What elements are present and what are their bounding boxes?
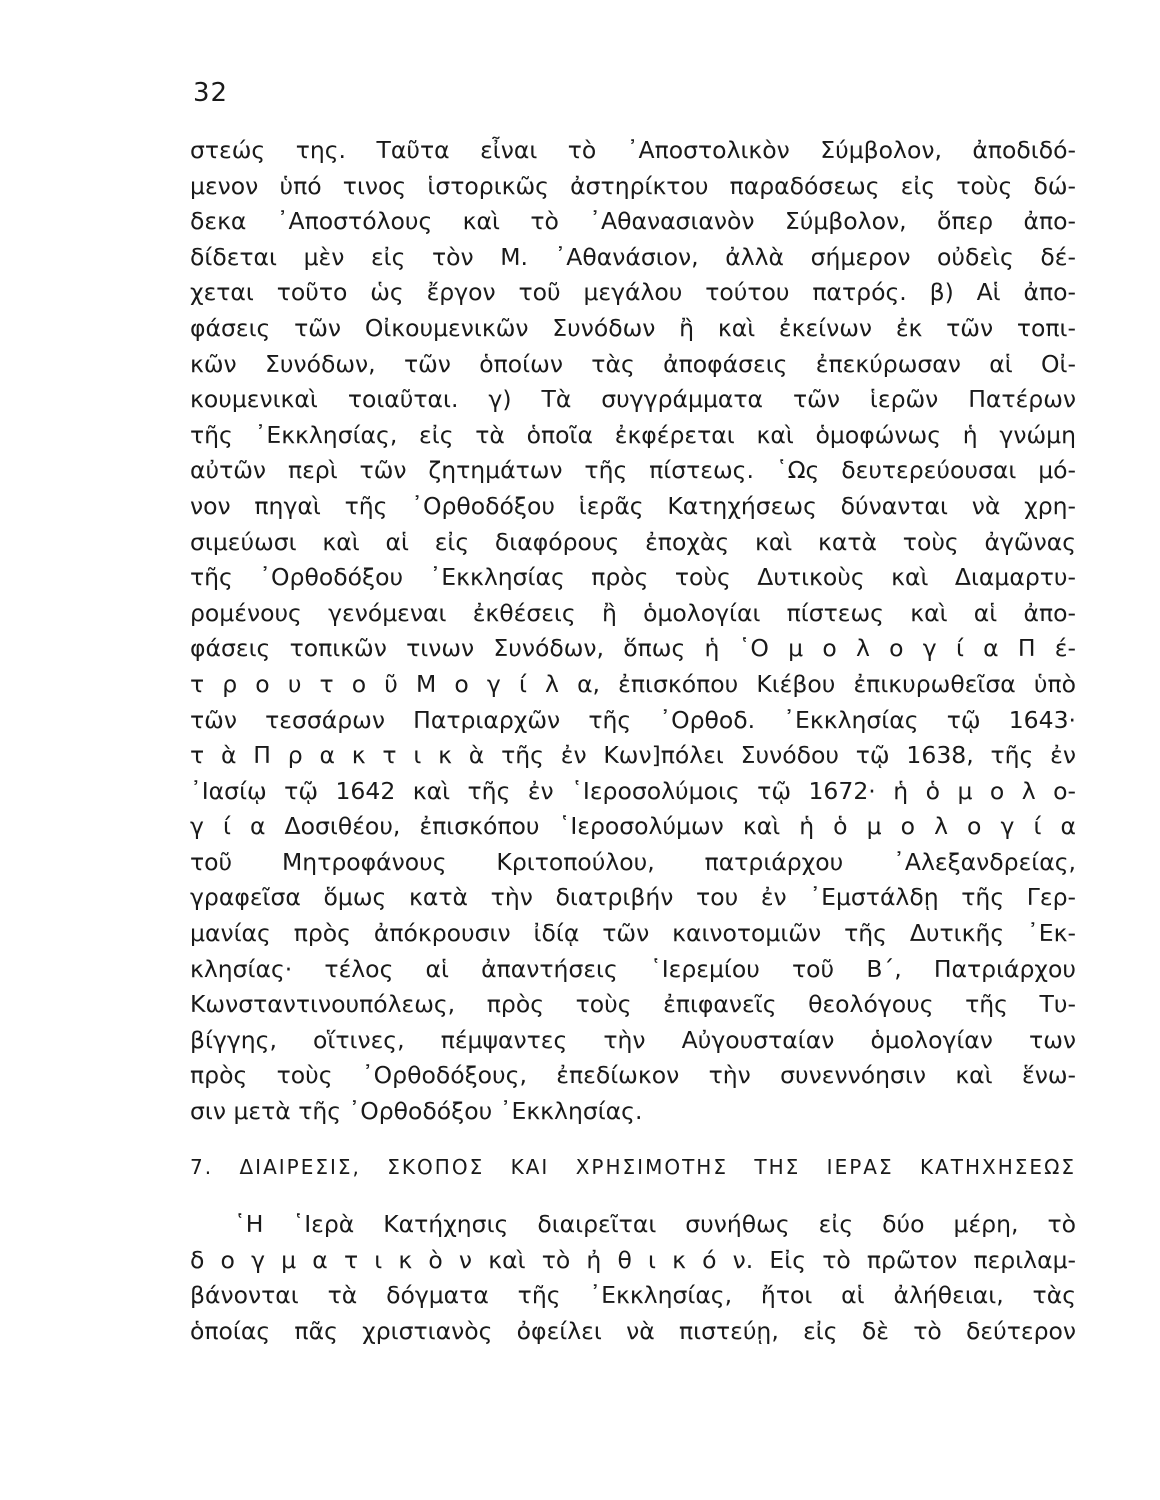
text-line: πρὸς τοὺς ᾽Ορθοδόξους, ἐπεδίωκον τὴν συνεννόησιν καὶ ἕνω- [190, 1061, 1076, 1090]
section-heading: 7. ΔΙΑΙΡΕΣΙΣ, ΣΚΟΠΟΣ ΚΑΙ ΧΡΗΣΙΜΟΤΗΣ ΤΗΣ ΙΕΡΑΣ ΚΑΤΗΧΗΣΕΩΣ [190, 1155, 1076, 1179]
paragraph-sources [190, 133, 1076, 1130]
text-line: φάσεις τῶν Οἰκουμενικῶν Συνόδων ἢ καὶ ἐκείνων ἐκ τῶν τοπι- [190, 313, 1076, 342]
text-line: κῶν Συνόδων, τῶν ὁποίων τὰς ἀποφάσεις ἐπεκύρωσαν αἱ Οἰ- [190, 349, 1076, 378]
text-line: στεώς της. Ταῦτα εἶναι τὸ ᾽Αποστολικὸν Σύμβολον, ἀποδιδό- [190, 136, 1076, 164]
text-line: τῶν τεσσάρων Πατριαρχῶν τῆς ᾽Ορθοδ. ᾽Εκκλησίας τῷ 1643· [190, 705, 1076, 734]
text-line: ὁποίας πᾶς χριστιανὸς ὀφείλει νὰ πιστεύῃ, εἰς δὲ τὸ δεύτερον [190, 1316, 1076, 1345]
text-line: νον πηγαὶ τῆς ᾽Ορθοδόξου ἱερᾶς Κατηχήσεως δύνανται νὰ χρη- [190, 491, 1076, 520]
text-line: δ ο γ μ α τ ι κ ὸ ν καὶ τὸ ἠ θ ι κ ό ν. Εἰς τὸ πρῶτον περιλαμ- [190, 1245, 1076, 1274]
text-line: φάσεις τοπικῶν τινων Συνόδων, ὅπως ἡ ῾Ο μ ο λ ο γ ί α Π έ- [190, 634, 1076, 663]
text-line: χεται τοῦτο ὡς ἔργον τοῦ μεγάλου τούτου πατρός. β) Αἱ ἀπο- [190, 278, 1076, 307]
text-line: Κωνσταντινουπόλεως, πρὸς τοὺς ἐπιφανεῖς θεολόγους τῆς Τυ- [190, 990, 1076, 1019]
paragraph-division [190, 1207, 1076, 1349]
text-line: ῾Η ῾Ιερὰ Κατήχησις διαιρεῖται συνήθως εἰς δύο μέρη, τὸ [234, 1210, 1076, 1238]
text-line: βίγγης, οἵτινες, πέμψαντες τὴν Αὐγουσταίαν ὁμολογίαν των [190, 1025, 1076, 1054]
text-line: βάνονται τὰ δόγματα τῆς ᾽Εκκλησίας, ἤτοι αἱ ἀλήθειαι, τὰς [190, 1281, 1076, 1310]
text-line: γραφεῖσα ὅμως κατὰ τὴν διατριβήν του ἐν ᾽Εμστάλδῃ τῆς Γερ- [190, 883, 1076, 912]
text-line: κουμενικαὶ τοιαῦται. γ) Τὰ συγγράμματα τῶν ἱερῶν Πατέρων [190, 385, 1076, 414]
text-line: μανίας πρὸς ἀπόκρουσιν ἰδίᾳ τῶν καινοτομιῶν τῆς Δυτικῆς ᾽Εκ- [190, 919, 1076, 948]
text-line: σιν μετὰ τῆς ᾽Ορθοδόξου ᾽Εκκλησίας. [190, 1097, 643, 1126]
text-line: δεκα ᾽Αποστόλους καὶ τὸ ᾽Αθανασιανὸν Σύμβολον, ὅπερ ἀπο- [190, 207, 1076, 236]
text-line: τ ρ ο υ τ ο ῦ Μ ο γ ί λ α, ἐπισκόπου Κιέβου ἐπικυρωθεῖσα ὑπὸ [190, 669, 1076, 698]
text-line: τοῦ Μητροφάνους Κριτοπούλου, πατριάρχου ᾽Αλεξανδρείας, [190, 847, 1076, 876]
page-number: 32 [193, 78, 229, 108]
text-line: τῆς ᾽Ορθοδόξου ᾽Εκκλησίας πρὸς τοὺς Δυτικοὺς καὶ Διαμαρτυ- [190, 563, 1076, 592]
text-line: ᾽Ιασίῳ τῷ 1642 καὶ τῆς ἐν ῾Ιεροσολύμοις τῷ 1672· ἡ ὁ μ ο λ ο- [190, 776, 1076, 805]
text-line: δίδεται μὲν εἰς τὸν Μ. ᾽Αθανάσιον, ἀλλὰ σήμερον οὐδεὶς δέ- [190, 242, 1076, 271]
text-line: ρομένους γενόμεναι ἐκθέσεις ἢ ὁμολογίαι πίστεως καὶ αἱ ἀπο- [190, 598, 1076, 627]
text-line: τῆς ᾽Εκκλησίας, εἰς τὰ ὁποῖα ἐκφέρεται καὶ ὁμοφώνως ἡ γνώμη [190, 420, 1076, 449]
text-line: τ ὰ Π ρ α κ τ ι κ ὰ τῆς ἐν Κων]πόλει Συνόδου τῷ 1638, τῆς ἐν [190, 741, 1076, 770]
text-line: σιμεύωσι καὶ αἱ εἰς διαφόρους ἐποχὰς καὶ κατὰ τοὺς ἀγῶνας [190, 527, 1076, 556]
text-line: αὐτῶν περὶ τῶν ζητημάτων τῆς πίστεως. ῾Ως δευτερεύουσαι μό- [190, 456, 1076, 485]
text-line: κλησίας· τέλος αἱ ἀπαντήσεις ῾Ιερεμίου τοῦ Β΄, Πατριάρχου [190, 954, 1076, 983]
text-line: γ ί α Δοσιθέου, ἐπισκόπου ῾Ιεροσολύμων καὶ ἡ ὁ μ ο λ ο γ ί α [190, 812, 1076, 841]
text-line: μενον ὑπό τινος ἱστορικῶς ἀστηρίκτου παραδόσεως εἰς τοὺς δώ- [190, 171, 1076, 200]
